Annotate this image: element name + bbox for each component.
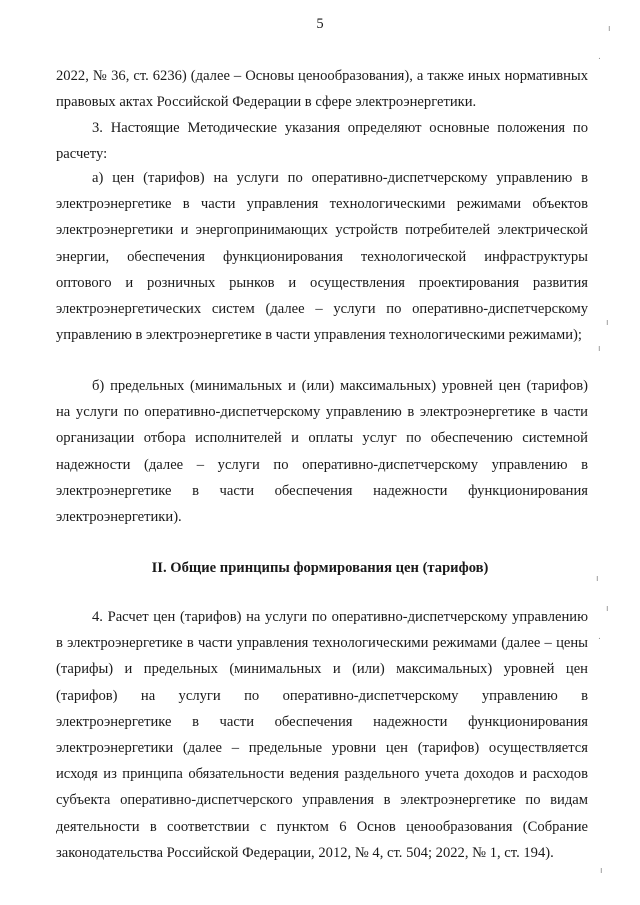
section-heading: II. Общие принципы формирования цен (тарифов) (151, 560, 489, 576)
scan-mark: ı (608, 24, 611, 34)
paragraph-text: 2022, № 36, ст. 6236) (далее – Основы ценообразования), а также иных нормативных правовых актах Российской Федерации в сфере электроэнергетики. (56, 68, 588, 111)
scan-mark: ı (596, 574, 599, 584)
scan-mark: ı (600, 866, 603, 876)
paragraph-item-3 (56, 115, 588, 167)
scan-mark: ı (606, 318, 609, 328)
paragraph-text: б) предельных (минимальных и (или) максимальных) уровней цен (тарифов) на услуги по оперативно-диспетчерскому управлению в электроэнергетике в части организации отбора исполнителей и оплаты услуг по обеспечению системной надежности (далее – услуги по оперативно-диспетчерскому управлению в электроэнергетике в части обеспечения надежности функционирования электроэнергетики). (56, 378, 588, 526)
paragraph-continuation (56, 63, 588, 115)
scan-mark: . (598, 632, 601, 642)
paragraph-text: 3. Настоящие Методические указания определяют основные положения по расчету: (56, 120, 588, 163)
page-number: 5 (316, 16, 324, 32)
paragraph-subitem-a (56, 165, 588, 348)
scan-mark: . (598, 52, 601, 62)
paragraph-subitem-b (56, 373, 588, 530)
scan-mark: ı (598, 344, 601, 354)
paragraph-text: а) цен (тарифов) на услуги по оперативно-диспетчерскому управлению в электроэнергетике в части управления технологическими режимами объектов электроэнергетики и энергопринимающих устройств потребителей электрической энергии, обеспечения функционирования технологической инфраструктуры оптового и розничных рынков и осуществления проектирования развития электроэнергетических систем (далее – услуги по оперативно-диспетчерскому управлению в электроэнергетике в части управления технологическими режимами); (56, 170, 588, 344)
scan-mark: ı (606, 604, 609, 614)
paragraph-text: 4. Расчет цен (тарифов) на услуги по оперативно-диспетчерскому управлению в электроэнергетике в части управления технологическими режимами (далее – цены (тарифы) и предельных (минимальных и (или) максимальных) уровней цен (тарифов) на услуги по оперативно-диспетчерскому управлению в электроэнергетике в части обеспечения надежности функционирования электроэнергетики (далее – предельные уровни цен (тарифов) осуществляется исходя из принципа обязательности ведения раздельного учета доходов и расходов субъекта оперативно-диспетчерского управления в электроэнергетике по видам деятельности в соответствии с пунктом 6 Основ ценообразования (Собрание законодательства Российской Федерации, 2012, № 4, ст. 504; 2022, № 1, ст. 194). (56, 609, 588, 861)
paragraph-item-4 (56, 604, 588, 866)
